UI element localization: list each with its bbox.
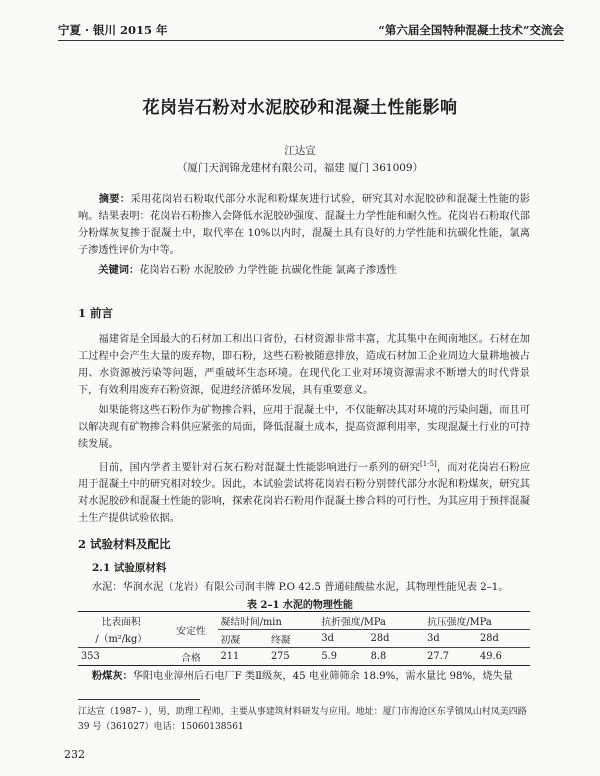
cement-properties-table (78, 611, 530, 666)
keywords-label: 关键词： (98, 264, 140, 276)
paper-title: 花岗岩石粉对水泥胶砂和混凝土性能影响 (142, 98, 458, 118)
keywords (78, 262, 530, 279)
table-caption: 表 2–1 水泥的物理性能 (247, 600, 353, 611)
running-header-left: 宁夏 · 银川 2015 年 (58, 23, 168, 37)
table-sub-initial: 初凝 (220, 634, 241, 646)
section-heading-intro: 1 前言 (78, 306, 114, 320)
table-sub-final: 终凝 (270, 634, 291, 646)
running-header-right: “第六届全国特种混凝土技术”交流会 (378, 23, 564, 37)
table-sub-3d-flex: 3d (321, 633, 334, 644)
table-header-compressive: 抗压强度/MPa (424, 612, 530, 630)
section-heading-materials: 2 试验材料及配比 (78, 537, 171, 551)
abstract (78, 191, 530, 259)
abstract-label: 摘要： (98, 193, 131, 205)
table-header-setting-time: 凝结时间/min (218, 612, 319, 630)
flyash-description: 粉煤灰：华阳电业漳州后石电厂F 类Ⅱ级灰，45 电业筛筛余 18.9%，需水量比 98%，烧失量 (92, 670, 513, 682)
citation-superscript: [1-5] (419, 460, 437, 468)
intro-paragraph-3: 目前，国内学者主要针对石灰石粉对混凝土性能影响进行一系列的研究[1-5]，而对花岗岩石粉应用于混凝土中的研究相对较少。因此，本试验尝试将花岗岩石粉分别替代部分水泥和粉煤灰，研究其对水泥胶砂和混凝土性能的影响，探索花岗岩石粉用作混凝土掺合料的可行性，为其应用于预拌混凝土生产提供试验依据。 (78, 460, 531, 525)
table-header-flexural: 抗折强度/MPa (318, 612, 424, 630)
keywords-text: 花岗岩石粉 水泥胶砂 力学性能 抗碳化性能 氯离子渗透性 (139, 265, 397, 276)
table-sub-28d-comp: 28d (480, 633, 499, 644)
table-sub-28d-flex: 28d (370, 633, 390, 644)
abstract-text: 采用花岗岩石粉取代部分水泥和粉煤灰进行试验，研究其对水泥胶砂和混凝土性能的影响。结果表明：花岗岩石粉掺入会降低水泥胶砂强度、混凝土力学性能和耐久性。花岗岩石粉取代部分粉煤灰复掺于混凝土中，取代率在 10%以内时，混凝土具有良好的力学性能和抗碳化性能，氯离子渗透性评价为中等。 (78, 194, 530, 256)
subsection-heading: 2.1 试验原材料 (92, 562, 167, 574)
footnote: 江达宣（1987– ），男，助理工程师，主要从事建筑材料研发与应用。地址：厦门市海沧区东孚镇凤山村凤美四路 39 号（361027）电话：15060138561 (78, 707, 527, 732)
intro-paragraph-2: 如果能将这些石粉作为矿物掺合料，应用于混凝土中，不仅能解决其对环境的污染问题，而且可以解决现有矿物掺合料供应紧张的局面，降低混凝土成本，提高资源利用率，实现混凝土行业的可持续发展。 (78, 405, 530, 450)
table-header-stability: 安定性 (176, 625, 206, 637)
page-number: 232 (64, 748, 85, 761)
affiliation: （厦门天润锦龙建材有限公司，福建 厦门 361009） (176, 162, 424, 174)
footnote-rule (78, 699, 200, 700)
header-rule (58, 40, 564, 41)
author: 江达宣 (284, 145, 316, 157)
intro-paragraph-1: 福建省是全国最大的石材加工和出口省份，石材资源非常丰富，尤其集中在闽南地区。石材在加工过程中会产生大量的废弃物，即石粉，这些石粉被随意排放，造成石材加工企业周边大量耕地被占用、水资源被污染等问题，严重破坏生态环境。在现代化工业对环境资源需求不断增大的时代背景下，有效利用废弃石粉资源，促进经济循环发展，具有重要意义。 (78, 334, 530, 396)
table-sub-3d-comp: 3d (427, 633, 440, 644)
table-header-area-unit: /（m²/kg） (95, 634, 148, 646)
table-header-area: 比表面积 (101, 616, 141, 628)
table-row: 353 合格 211 275 5.9 8.8 27.7 49.6 (78, 648, 530, 666)
cement-description: 水泥：华润水泥（龙岩）有限公司润丰牌 P.O 42.5 普通硅酸盐水泥，其物理性能见表 2–1。 (92, 582, 509, 593)
